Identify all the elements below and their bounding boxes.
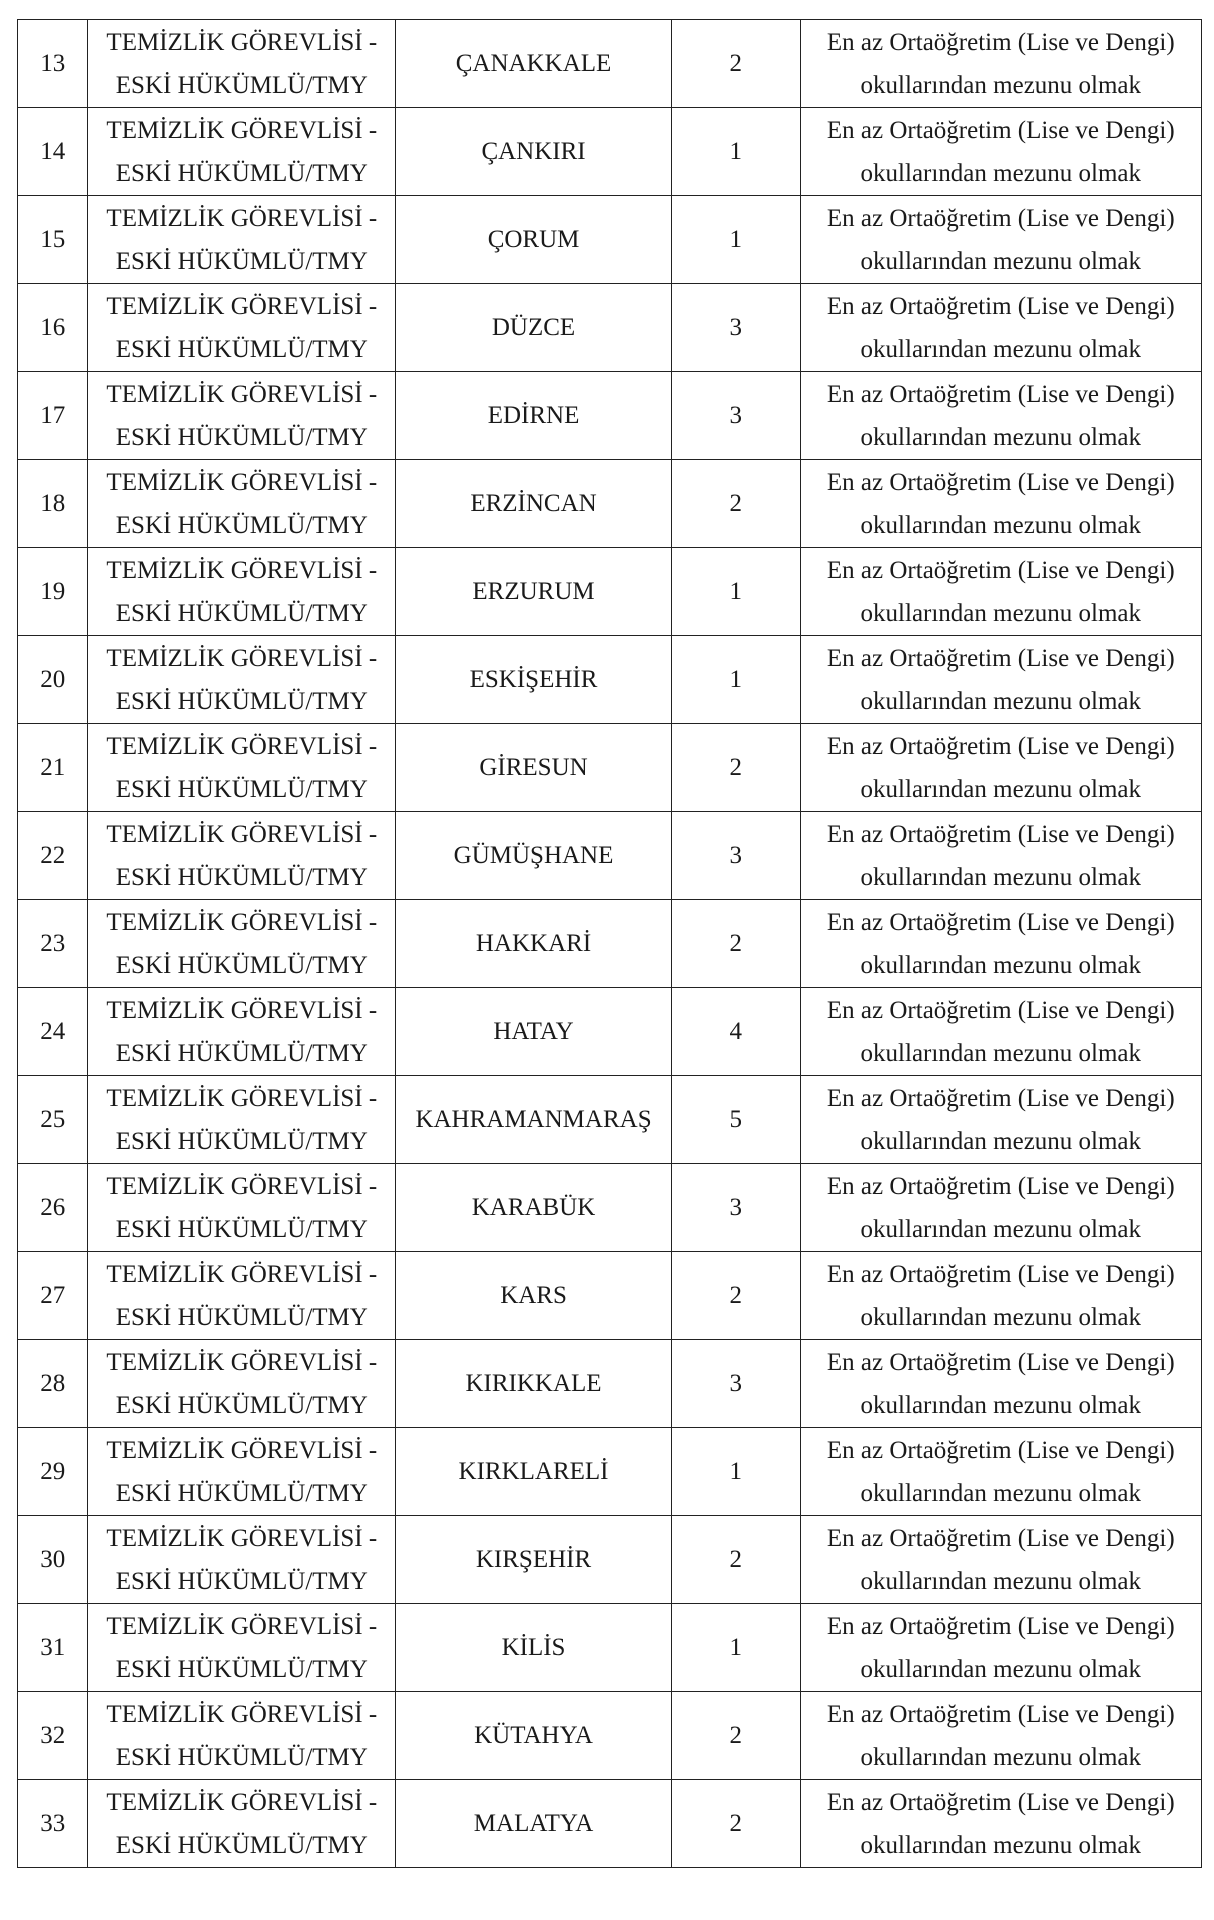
position-line-1: TEMİZLİK GÖREVLİSİ - bbox=[106, 1084, 378, 1112]
position-line-2: ESKİ HÜKÜMLÜ/TMY bbox=[115, 775, 368, 803]
row-number-cell: 26 bbox=[18, 1164, 88, 1252]
city-cell: EDİRNE bbox=[396, 372, 672, 460]
position-cell bbox=[88, 812, 396, 900]
row-number-cell: 21 bbox=[18, 724, 88, 812]
requirement-line-1: En az Ortaöğretim (Lise ve Dengi) bbox=[826, 1700, 1175, 1728]
table-row bbox=[18, 1340, 1202, 1428]
count-cell: 2 bbox=[671, 1516, 800, 1604]
requirement-line-1: En az Ortaöğretim (Lise ve Dengi) bbox=[826, 28, 1175, 56]
position-line-1: TEMİZLİK GÖREVLİSİ - bbox=[106, 204, 378, 232]
position-line-1: TEMİZLİK GÖREVLİSİ - bbox=[106, 116, 378, 144]
requirement-line-2: okullarından mezunu olmak bbox=[860, 1479, 1142, 1507]
position-line-1: TEMİZLİK GÖREVLİSİ - bbox=[106, 820, 378, 848]
position-cell bbox=[88, 1428, 396, 1516]
requirement-cell bbox=[800, 1076, 1201, 1164]
table-row bbox=[18, 284, 1202, 372]
count-cell: 2 bbox=[671, 724, 800, 812]
table-row bbox=[18, 108, 1202, 196]
count-cell: 2 bbox=[671, 1252, 800, 1340]
city-cell: HATAY bbox=[396, 988, 672, 1076]
count-cell: 2 bbox=[671, 1692, 800, 1780]
requirement-line-1: En az Ortaöğretim (Lise ve Dengi) bbox=[826, 1172, 1175, 1200]
table-row bbox=[18, 1516, 1202, 1604]
requirement-line-1: En az Ortaöğretim (Lise ve Dengi) bbox=[826, 644, 1175, 672]
requirement-line-1: En az Ortaöğretim (Lise ve Dengi) bbox=[826, 1788, 1175, 1816]
requirement-line-1: En az Ortaöğretim (Lise ve Dengi) bbox=[826, 380, 1175, 408]
position-line-1: TEMİZLİK GÖREVLİSİ - bbox=[106, 1260, 378, 1288]
table-row bbox=[18, 1604, 1202, 1692]
position-line-1: TEMİZLİK GÖREVLİSİ - bbox=[106, 1788, 378, 1816]
position-line-2: ESKİ HÜKÜMLÜ/TMY bbox=[115, 1303, 368, 1331]
position-cell bbox=[88, 1516, 396, 1604]
requirement-line-2: okullarından mezunu olmak bbox=[860, 159, 1142, 187]
table-row bbox=[18, 1252, 1202, 1340]
position-line-2: ESKİ HÜKÜMLÜ/TMY bbox=[115, 863, 368, 891]
requirement-cell bbox=[800, 1164, 1201, 1252]
position-cell bbox=[88, 988, 396, 1076]
requirement-cell bbox=[800, 1780, 1201, 1868]
requirement-line-1: En az Ortaöğretim (Lise ve Dengi) bbox=[826, 204, 1175, 232]
city-cell: KİLİS bbox=[396, 1604, 672, 1692]
requirement-cell bbox=[800, 196, 1201, 284]
requirement-line-2: okullarından mezunu olmak bbox=[860, 863, 1142, 891]
position-cell bbox=[88, 1780, 396, 1868]
row-number-cell: 14 bbox=[18, 108, 88, 196]
count-cell: 3 bbox=[671, 1340, 800, 1428]
count-cell: 2 bbox=[671, 20, 800, 108]
position-cell bbox=[88, 1076, 396, 1164]
count-cell: 2 bbox=[671, 1780, 800, 1868]
position-line-2: ESKİ HÜKÜMLÜ/TMY bbox=[115, 159, 368, 187]
requirement-cell bbox=[800, 724, 1201, 812]
requirement-line-2: okullarından mezunu olmak bbox=[860, 687, 1142, 715]
requirement-cell bbox=[800, 460, 1201, 548]
table-row bbox=[18, 1428, 1202, 1516]
table-row bbox=[18, 1692, 1202, 1780]
positions-table bbox=[17, 19, 1202, 1868]
count-cell: 2 bbox=[671, 460, 800, 548]
requirement-line-1: En az Ortaöğretim (Lise ve Dengi) bbox=[826, 292, 1175, 320]
position-line-2: ESKİ HÜKÜMLÜ/TMY bbox=[115, 1391, 368, 1419]
city-cell: MALATYA bbox=[396, 1780, 672, 1868]
table-row bbox=[18, 636, 1202, 724]
position-line-1: TEMİZLİK GÖREVLİSİ - bbox=[106, 292, 378, 320]
position-line-1: TEMİZLİK GÖREVLİSİ - bbox=[106, 1700, 378, 1728]
row-number-cell: 25 bbox=[18, 1076, 88, 1164]
position-line-2: ESKİ HÜKÜMLÜ/TMY bbox=[115, 423, 368, 451]
position-cell bbox=[88, 636, 396, 724]
position-line-1: TEMİZLİK GÖREVLİSİ - bbox=[106, 28, 378, 56]
position-cell bbox=[88, 284, 396, 372]
city-cell: ESKİŞEHİR bbox=[396, 636, 672, 724]
requirement-line-2: okullarından mezunu olmak bbox=[860, 1215, 1142, 1243]
city-cell: GÜMÜŞHANE bbox=[396, 812, 672, 900]
requirement-line-2: okullarından mezunu olmak bbox=[860, 1743, 1142, 1771]
city-cell: DÜZCE bbox=[396, 284, 672, 372]
count-cell: 4 bbox=[671, 988, 800, 1076]
city-cell: ERZURUM bbox=[396, 548, 672, 636]
table-row bbox=[18, 1780, 1202, 1868]
requirement-cell bbox=[800, 372, 1201, 460]
position-line-2: ESKİ HÜKÜMLÜ/TMY bbox=[115, 335, 368, 363]
row-number-cell: 23 bbox=[18, 900, 88, 988]
position-cell bbox=[88, 372, 396, 460]
requirement-line-1: En az Ortaöğretim (Lise ve Dengi) bbox=[826, 732, 1175, 760]
position-cell bbox=[88, 196, 396, 284]
requirement-line-1: En az Ortaöğretim (Lise ve Dengi) bbox=[826, 1612, 1175, 1640]
requirement-cell bbox=[800, 812, 1201, 900]
position-line-1: TEMİZLİK GÖREVLİSİ - bbox=[106, 732, 378, 760]
requirement-line-1: En az Ortaöğretim (Lise ve Dengi) bbox=[826, 996, 1175, 1024]
table-row bbox=[18, 20, 1202, 108]
city-cell: KAHRAMANMARAŞ bbox=[396, 1076, 672, 1164]
city-cell: ÇANAKKALE bbox=[396, 20, 672, 108]
position-line-1: TEMİZLİK GÖREVLİSİ - bbox=[106, 380, 378, 408]
position-line-2: ESKİ HÜKÜMLÜ/TMY bbox=[115, 1479, 368, 1507]
position-line-1: TEMİZLİK GÖREVLİSİ - bbox=[106, 908, 378, 936]
row-number-cell: 33 bbox=[18, 1780, 88, 1868]
requirement-line-2: okullarından mezunu olmak bbox=[860, 1039, 1142, 1067]
position-line-2: ESKİ HÜKÜMLÜ/TMY bbox=[115, 599, 368, 627]
position-line-1: TEMİZLİK GÖREVLİSİ - bbox=[106, 1436, 378, 1464]
position-line-2: ESKİ HÜKÜMLÜ/TMY bbox=[115, 1215, 368, 1243]
position-line-1: TEMİZLİK GÖREVLİSİ - bbox=[106, 1172, 378, 1200]
requirement-line-1: En az Ortaöğretim (Lise ve Dengi) bbox=[826, 1524, 1175, 1552]
count-cell: 3 bbox=[671, 1164, 800, 1252]
city-cell: HAKKARİ bbox=[396, 900, 672, 988]
requirement-line-2: okullarından mezunu olmak bbox=[860, 335, 1142, 363]
position-line-1: TEMİZLİK GÖREVLİSİ - bbox=[106, 468, 378, 496]
row-number-cell: 17 bbox=[18, 372, 88, 460]
count-cell: 1 bbox=[671, 636, 800, 724]
position-line-1: TEMİZLİK GÖREVLİSİ - bbox=[106, 1524, 378, 1552]
position-cell bbox=[88, 724, 396, 812]
city-cell: GİRESUN bbox=[396, 724, 672, 812]
requirement-line-1: En az Ortaöğretim (Lise ve Dengi) bbox=[826, 1084, 1175, 1112]
requirement-line-2: okullarından mezunu olmak bbox=[860, 1655, 1142, 1683]
count-cell: 1 bbox=[671, 196, 800, 284]
row-number-cell: 27 bbox=[18, 1252, 88, 1340]
row-number-cell: 30 bbox=[18, 1516, 88, 1604]
city-cell: KARABÜK bbox=[396, 1164, 672, 1252]
position-line-2: ESKİ HÜKÜMLÜ/TMY bbox=[115, 951, 368, 979]
row-number-cell: 20 bbox=[18, 636, 88, 724]
requirement-line-2: okullarından mezunu olmak bbox=[860, 1391, 1142, 1419]
requirement-cell bbox=[800, 1604, 1201, 1692]
position-line-1: TEMİZLİK GÖREVLİSİ - bbox=[106, 644, 378, 672]
requirement-cell bbox=[800, 108, 1201, 196]
position-line-2: ESKİ HÜKÜMLÜ/TMY bbox=[115, 71, 368, 99]
table-row bbox=[18, 372, 1202, 460]
requirement-line-1: En az Ortaöğretim (Lise ve Dengi) bbox=[826, 820, 1175, 848]
city-cell: KARS bbox=[396, 1252, 672, 1340]
requirement-cell bbox=[800, 284, 1201, 372]
count-cell: 5 bbox=[671, 1076, 800, 1164]
count-cell: 3 bbox=[671, 372, 800, 460]
requirement-line-1: En az Ortaöğretim (Lise ve Dengi) bbox=[826, 1436, 1175, 1464]
position-cell bbox=[88, 20, 396, 108]
requirement-line-2: okullarından mezunu olmak bbox=[860, 511, 1142, 539]
position-cell bbox=[88, 1604, 396, 1692]
requirement-cell bbox=[800, 988, 1201, 1076]
position-cell bbox=[88, 1164, 396, 1252]
requirement-cell bbox=[800, 1428, 1201, 1516]
position-line-2: ESKİ HÜKÜMLÜ/TMY bbox=[115, 1039, 368, 1067]
city-cell: ÇORUM bbox=[396, 196, 672, 284]
count-cell: 3 bbox=[671, 812, 800, 900]
requirement-line-1: En az Ortaöğretim (Lise ve Dengi) bbox=[826, 1260, 1175, 1288]
position-line-1: TEMİZLİK GÖREVLİSİ - bbox=[106, 996, 378, 1024]
position-line-2: ESKİ HÜKÜMLÜ/TMY bbox=[115, 1743, 368, 1771]
requirement-line-1: En az Ortaöğretim (Lise ve Dengi) bbox=[826, 556, 1175, 584]
requirement-line-2: okullarından mezunu olmak bbox=[860, 71, 1142, 99]
requirement-line-2: okullarından mezunu olmak bbox=[860, 1127, 1142, 1155]
city-cell: KIRIKKALE bbox=[396, 1340, 672, 1428]
city-cell: ÇANKIRI bbox=[396, 108, 672, 196]
requirement-cell bbox=[800, 1516, 1201, 1604]
position-line-2: ESKİ HÜKÜMLÜ/TMY bbox=[115, 511, 368, 539]
table-row bbox=[18, 900, 1202, 988]
requirement-line-2: okullarından mezunu olmak bbox=[860, 423, 1142, 451]
requirement-cell bbox=[800, 900, 1201, 988]
city-cell: KIRKLARELİ bbox=[396, 1428, 672, 1516]
requirement-line-2: okullarından mezunu olmak bbox=[860, 247, 1142, 275]
row-number-cell: 29 bbox=[18, 1428, 88, 1516]
count-cell: 1 bbox=[671, 1604, 800, 1692]
city-cell: KIRŞEHİR bbox=[396, 1516, 672, 1604]
row-number-cell: 15 bbox=[18, 196, 88, 284]
table-row bbox=[18, 724, 1202, 812]
row-number-cell: 19 bbox=[18, 548, 88, 636]
position-cell bbox=[88, 1252, 396, 1340]
requirement-line-1: En az Ortaöğretim (Lise ve Dengi) bbox=[826, 1348, 1175, 1376]
position-cell bbox=[88, 1340, 396, 1428]
count-cell: 3 bbox=[671, 284, 800, 372]
count-cell: 1 bbox=[671, 548, 800, 636]
count-cell: 1 bbox=[671, 1428, 800, 1516]
requirement-cell bbox=[800, 1252, 1201, 1340]
position-line-1: TEMİZLİK GÖREVLİSİ - bbox=[106, 1612, 378, 1640]
position-cell bbox=[88, 900, 396, 988]
table-row bbox=[18, 1076, 1202, 1164]
city-cell: ERZİNCAN bbox=[396, 460, 672, 548]
requirement-line-1: En az Ortaöğretim (Lise ve Dengi) bbox=[826, 908, 1175, 936]
position-line-1: TEMİZLİK GÖREVLİSİ - bbox=[106, 1348, 378, 1376]
row-number-cell: 24 bbox=[18, 988, 88, 1076]
position-line-2: ESKİ HÜKÜMLÜ/TMY bbox=[115, 1655, 368, 1683]
requirement-line-2: okullarından mezunu olmak bbox=[860, 1303, 1142, 1331]
requirement-cell bbox=[800, 636, 1201, 724]
table-row bbox=[18, 548, 1202, 636]
requirement-line-2: okullarından mezunu olmak bbox=[860, 951, 1142, 979]
position-cell bbox=[88, 548, 396, 636]
city-cell: KÜTAHYA bbox=[396, 1692, 672, 1780]
table-row bbox=[18, 988, 1202, 1076]
requirement-line-1: En az Ortaöğretim (Lise ve Dengi) bbox=[826, 116, 1175, 144]
position-line-2: ESKİ HÜKÜMLÜ/TMY bbox=[115, 1567, 368, 1595]
table-row bbox=[18, 812, 1202, 900]
requirement-line-1: En az Ortaöğretim (Lise ve Dengi) bbox=[826, 468, 1175, 496]
table-row bbox=[18, 1164, 1202, 1252]
row-number-cell: 31 bbox=[18, 1604, 88, 1692]
table-row bbox=[18, 460, 1202, 548]
position-line-2: ESKİ HÜKÜMLÜ/TMY bbox=[115, 247, 368, 275]
requirement-cell bbox=[800, 1692, 1201, 1780]
requirement-line-2: okullarından mezunu olmak bbox=[860, 775, 1142, 803]
position-cell bbox=[88, 460, 396, 548]
requirement-line-2: okullarından mezunu olmak bbox=[860, 1567, 1142, 1595]
row-number-cell: 22 bbox=[18, 812, 88, 900]
count-cell: 1 bbox=[671, 108, 800, 196]
position-cell bbox=[88, 108, 396, 196]
position-line-2: ESKİ HÜKÜMLÜ/TMY bbox=[115, 1831, 368, 1859]
requirement-line-2: okullarından mezunu olmak bbox=[860, 599, 1142, 627]
row-number-cell: 13 bbox=[18, 20, 88, 108]
table-row bbox=[18, 196, 1202, 284]
requirement-line-2: okullarından mezunu olmak bbox=[860, 1831, 1142, 1859]
position-cell bbox=[88, 1692, 396, 1780]
row-number-cell: 16 bbox=[18, 284, 88, 372]
position-line-2: ESKİ HÜKÜMLÜ/TMY bbox=[115, 1127, 368, 1155]
positions-table-body bbox=[18, 20, 1202, 1868]
row-number-cell: 18 bbox=[18, 460, 88, 548]
row-number-cell: 28 bbox=[18, 1340, 88, 1428]
count-cell: 2 bbox=[671, 900, 800, 988]
requirement-cell bbox=[800, 1340, 1201, 1428]
position-line-2: ESKİ HÜKÜMLÜ/TMY bbox=[115, 687, 368, 715]
position-line-1: TEMİZLİK GÖREVLİSİ - bbox=[106, 556, 378, 584]
requirement-cell bbox=[800, 548, 1201, 636]
row-number-cell: 32 bbox=[18, 1692, 88, 1780]
requirement-cell bbox=[800, 20, 1201, 108]
